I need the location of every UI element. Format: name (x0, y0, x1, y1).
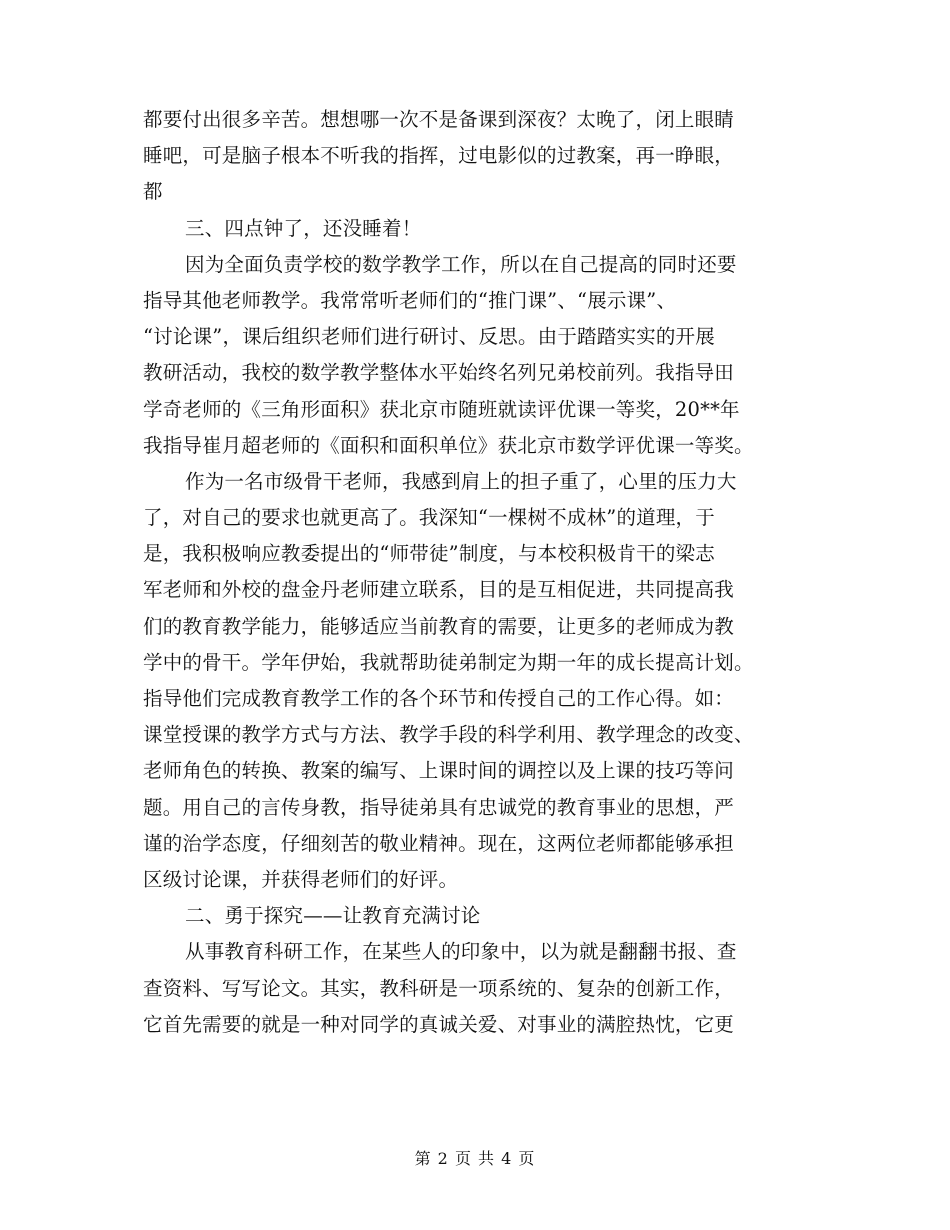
text-line: 作为一名市级骨干老师，我感到肩上的担子重了，心里的压力大 (185, 469, 737, 493)
text-line: 课堂授课的教学方式与方法、教学手段的科学利用、教学理念的改变、 (143, 723, 754, 747)
section-heading: 二、勇于探究——让教育充满讨论 (185, 904, 481, 928)
text-line: 们的教育教学能力，能够适应当前教育的需要，让更多的老师成为教 (143, 614, 735, 638)
text-line: 指导他们完成教育教学工作的各个环节和传授自己的工作心得。如： (143, 687, 735, 710)
text-line: 睡吧，可是脑子根本不听我的指挥，过电影似的过教案，再一睁眼， (143, 144, 735, 168)
text-line: 题。用自己的言传身教，指导徒弟具有忠诚党的教育事业的思想，严 (143, 795, 735, 819)
text-line: 教研活动，我校的数学教学整体水平始终名列兄弟校前列。我指导田 (143, 361, 735, 385)
text-line: 都要付出很多辛苦。想想哪一次不是备课到深夜？太晚了，闭上眼睛 (143, 108, 735, 131)
text-line: 都 (143, 180, 163, 204)
text-line: 它首先需要的就是一种对同学的真诚关爱、对事业的满腔热忱，它更 (143, 1012, 735, 1036)
text-line: 军老师和外校的盘金丹老师建立联系，目的是互相促进，共同提高我 (143, 578, 735, 602)
document-body (143, 102, 813, 1043)
text-line: “讨论课”，课后组织老师们进行研讨、反思。由于踏踏实实的开展 (143, 325, 715, 349)
text-line: 从事教育科研工作，在某些人的印象中，以为就是翻翻书报、查 (185, 940, 737, 964)
text-line: 老师角色的转换、教案的编写、上课时间的调控以及上课的技巧等问 (143, 759, 735, 783)
text-line: 指导其他老师教学。我常常听老师们的“推门课”、“展示课”、 (143, 288, 677, 312)
section-heading: 三、四点钟了，还没睡着！ (185, 216, 422, 240)
text-line: 查资料、写写论文。其实，教科研是一项系统的、复杂的创新工作， (143, 976, 735, 1000)
text-line: 谨的治学态度，仔细刻苦的敬业精神。现在，这两位老师都能够承担 (143, 831, 735, 855)
text-line: 学奇老师的《三角形面积》获北京市随班就读评优课一等奖，20**年 (143, 397, 740, 421)
page-number-footer: 第 2 页 共 4 页 (414, 1149, 536, 1168)
text-line: 了，对自己的要求也就更高了。我深知“一棵树不成林”的道理，于 (143, 506, 715, 530)
text-line: 区级讨论课，并获得老师们的好评。 (143, 867, 459, 891)
text-line: 我指导崔月超老师的《面积和面积单位》获北京市数学评优课一等奖。 (143, 433, 754, 457)
text-line: 是，我积极响应教委提出的“师带徒”制度，与本校积极肯干的梁志 (143, 542, 715, 566)
text-line: 因为全面负责学校的数学教学工作，所以在自己提高的同时还要 (185, 252, 737, 276)
text-line: 学中的骨干。学年伊始，我就帮助徒弟制定为期一年的成长提高计划。 (143, 650, 754, 674)
